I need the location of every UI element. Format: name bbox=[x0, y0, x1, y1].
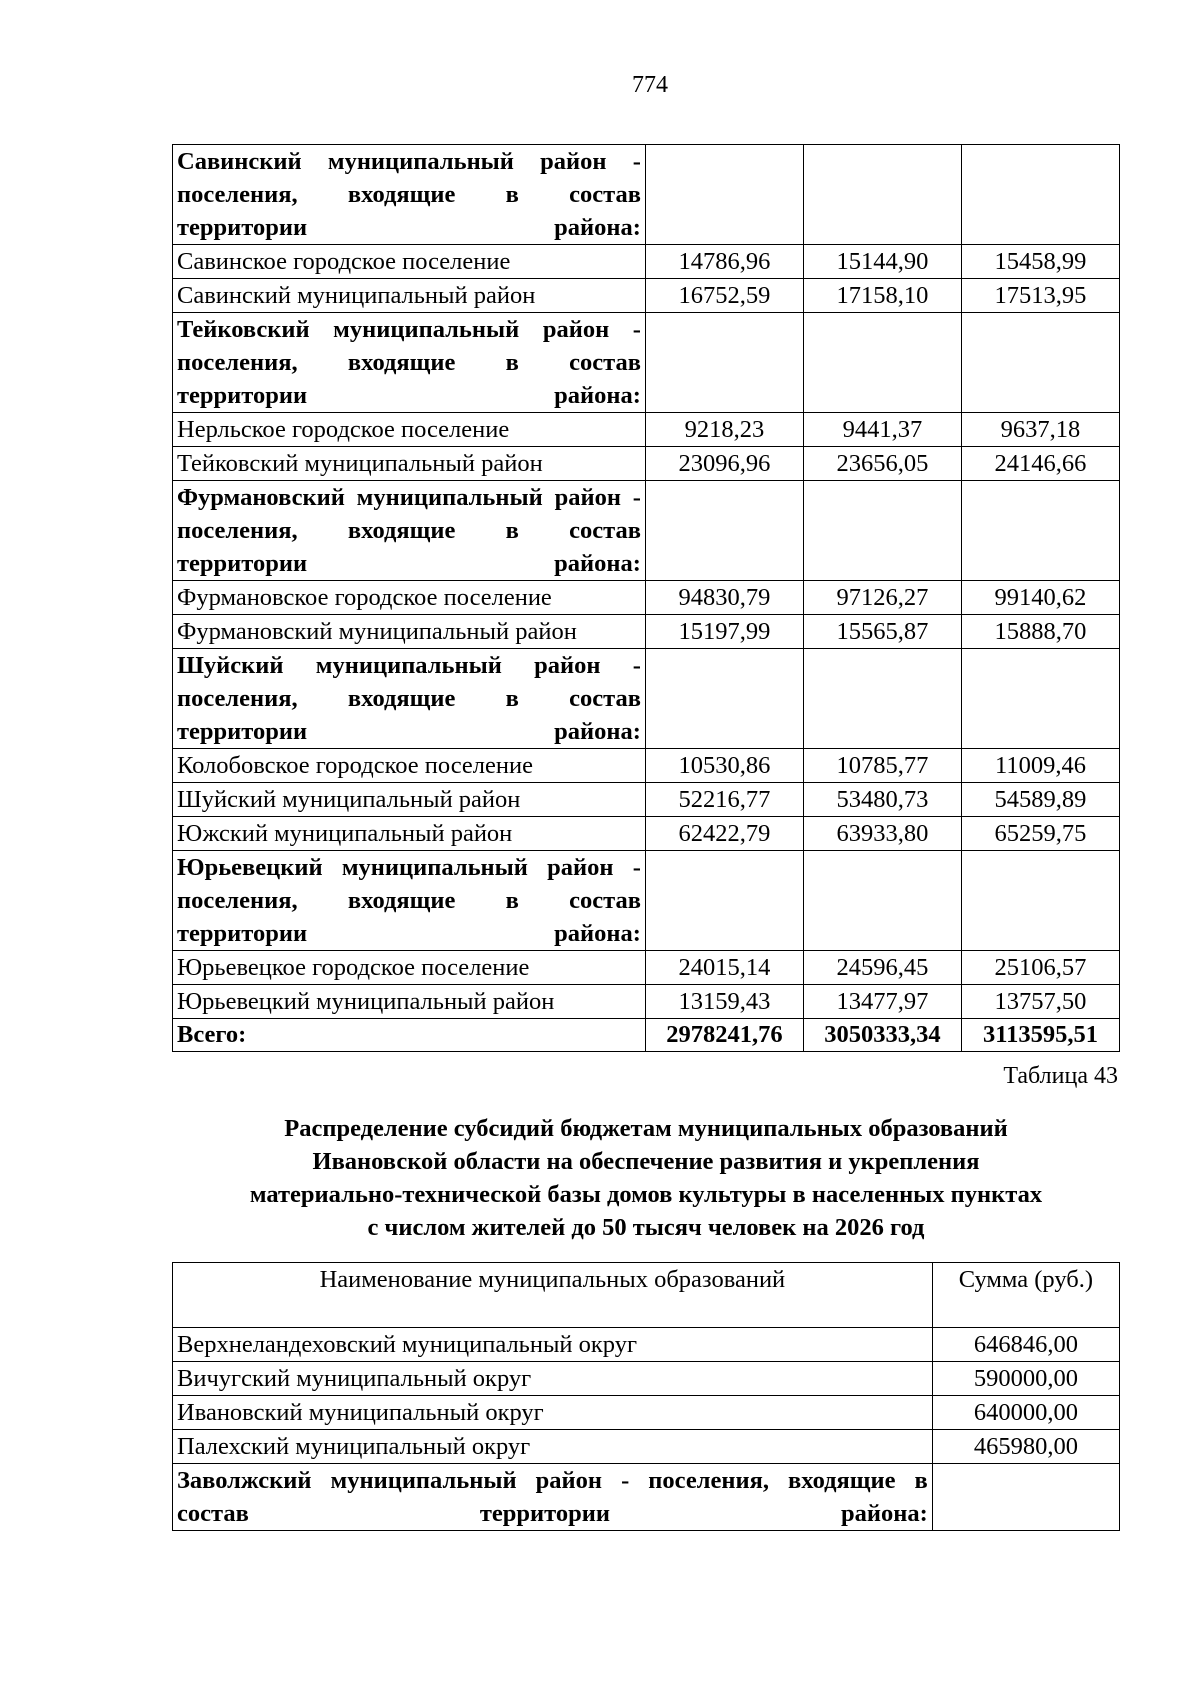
value-cell: 13477,97 bbox=[803, 985, 961, 1019]
subsidy-table-continued bbox=[172, 144, 1120, 1052]
sum-cell: 590000,00 bbox=[932, 1362, 1119, 1396]
value-cell: 15144,90 bbox=[803, 245, 961, 279]
table-row bbox=[173, 1430, 1120, 1464]
value-cell: 15565,87 bbox=[803, 615, 961, 649]
table-header-row bbox=[173, 1263, 1120, 1328]
empty-cell bbox=[645, 481, 803, 581]
value-cell: 25106,57 bbox=[961, 951, 1119, 985]
empty-cell bbox=[961, 145, 1119, 245]
value-cell: 9441,37 bbox=[803, 413, 961, 447]
table-row bbox=[173, 279, 1120, 313]
municipality-name: Ивановский муниципальный округ bbox=[173, 1396, 933, 1430]
value-cell: 24596,45 bbox=[803, 951, 961, 985]
value-cell: 94830,79 bbox=[645, 581, 803, 615]
district-header-row bbox=[173, 481, 1120, 581]
empty-cell bbox=[961, 481, 1119, 581]
empty-cell bbox=[803, 851, 961, 951]
value-cell: 10530,86 bbox=[645, 749, 803, 783]
value-cell: 65259,75 bbox=[961, 817, 1119, 851]
value-cell: 3113595,51 bbox=[961, 1019, 1119, 1052]
table-row bbox=[173, 413, 1120, 447]
column-header-name: Наименование муниципальных образований bbox=[173, 1263, 933, 1328]
table-row bbox=[173, 581, 1120, 615]
empty-cell bbox=[803, 313, 961, 413]
value-cell: 23656,05 bbox=[803, 447, 961, 481]
value-cell: 52216,77 bbox=[645, 783, 803, 817]
value-cell: 24146,66 bbox=[961, 447, 1119, 481]
value-cell: 14786,96 bbox=[645, 245, 803, 279]
value-cell: 2978241,76 bbox=[645, 1019, 803, 1052]
empty-cell bbox=[961, 313, 1119, 413]
value-cell: 62422,79 bbox=[645, 817, 803, 851]
value-cell: 9218,23 bbox=[645, 413, 803, 447]
value-cell: 24015,14 bbox=[645, 951, 803, 985]
municipality-name: Юрьевецкое городское поселение bbox=[173, 951, 646, 985]
district-header-row bbox=[173, 1464, 1120, 1531]
municipality-name: Фурмановское городское поселение bbox=[173, 581, 646, 615]
value-cell: 13757,50 bbox=[961, 985, 1119, 1019]
empty-cell bbox=[645, 145, 803, 245]
district-header-cell: Шуйский муниципальный район - поселения, входящие в состав территории района: bbox=[173, 649, 646, 749]
municipality-name: Савинский муниципальный район bbox=[173, 279, 646, 313]
value-cell: 17513,95 bbox=[961, 279, 1119, 313]
empty-cell bbox=[803, 481, 961, 581]
heading-line: Ивановской области на обеспечение развития и укрепления bbox=[312, 1148, 980, 1175]
heading-line: материально-технической базы домов культуры в населенных пунктах bbox=[249, 1181, 1043, 1208]
value-cell: 15197,99 bbox=[645, 615, 803, 649]
district-header-row bbox=[173, 145, 1120, 245]
empty-cell bbox=[645, 851, 803, 951]
table-row bbox=[173, 615, 1120, 649]
heading-line: Распределение субсидий бюджетам муниципальных образований bbox=[284, 1115, 1008, 1142]
empty-cell bbox=[803, 649, 961, 749]
municipality-name: Тейковский муниципальный район bbox=[173, 447, 646, 481]
value-cell: 63933,80 bbox=[803, 817, 961, 851]
value-cell: 23096,96 bbox=[645, 447, 803, 481]
municipality-name: Савинское городское поселение bbox=[173, 245, 646, 279]
table-row bbox=[173, 447, 1120, 481]
value-cell: 16752,59 bbox=[645, 279, 803, 313]
total-label: Всего: bbox=[173, 1019, 646, 1052]
value-cell: 3050333,34 bbox=[803, 1019, 961, 1052]
municipality-name: Колобовское городское поселение bbox=[173, 749, 646, 783]
district-header-cell: Фурмановский муниципальный район - поселения, входящие в состав территории района: bbox=[173, 481, 646, 581]
table-row bbox=[173, 1396, 1120, 1430]
page-number: 774 bbox=[632, 72, 668, 98]
sum-cell: 640000,00 bbox=[932, 1396, 1119, 1430]
district-header-cell: Заволжский муниципальный район - поселения, входящие в состав территории района: bbox=[173, 1464, 933, 1531]
value-cell: 9637,18 bbox=[961, 413, 1119, 447]
value-cell: 99140,62 bbox=[961, 581, 1119, 615]
district-header-row bbox=[173, 313, 1120, 413]
district-header-row bbox=[173, 851, 1120, 951]
district-header-cell: Савинский муниципальный район - поселения, входящие в состав территории района: bbox=[173, 145, 646, 245]
empty-cell bbox=[932, 1464, 1119, 1531]
municipality-name: Фурмановский муниципальный район bbox=[173, 615, 646, 649]
municipality-name: Нерльское городское поселение bbox=[173, 413, 646, 447]
municipality-name: Палехский муниципальный округ bbox=[173, 1430, 933, 1464]
empty-cell bbox=[645, 313, 803, 413]
empty-cell bbox=[961, 851, 1119, 951]
sum-cell: 465980,00 bbox=[932, 1430, 1119, 1464]
table-row bbox=[173, 783, 1120, 817]
empty-cell bbox=[645, 649, 803, 749]
heading-line: с числом жителей до 50 тысяч человек на 2026 год bbox=[367, 1214, 925, 1241]
value-cell: 13159,43 bbox=[645, 985, 803, 1019]
district-header-cell: Юрьевецкий муниципальный район - поселения, входящие в состав территории района: bbox=[173, 851, 646, 951]
table-label: Таблица 43 bbox=[1003, 1063, 1118, 1089]
column-header-sum: Сумма (руб.) bbox=[932, 1263, 1119, 1328]
municipality-name: Шуйский муниципальный район bbox=[173, 783, 646, 817]
empty-cell bbox=[803, 145, 961, 245]
table-row bbox=[173, 985, 1120, 1019]
municipality-name: Вичугский муниципальный округ bbox=[173, 1362, 933, 1396]
value-cell: 53480,73 bbox=[803, 783, 961, 817]
value-cell: 97126,27 bbox=[803, 581, 961, 615]
district-header-cell: Тейковский муниципальный район - поселения, входящие в состав территории района: bbox=[173, 313, 646, 413]
subsidy-table-43 bbox=[172, 1262, 1120, 1531]
table-row bbox=[173, 817, 1120, 851]
value-cell: 54589,89 bbox=[961, 783, 1119, 817]
municipality-name: Верхнеландеховский муниципальный округ bbox=[173, 1328, 933, 1362]
value-cell: 11009,46 bbox=[961, 749, 1119, 783]
value-cell: 15888,70 bbox=[961, 615, 1119, 649]
district-header-row bbox=[173, 649, 1120, 749]
table-row bbox=[173, 245, 1120, 279]
value-cell: 17158,10 bbox=[803, 279, 961, 313]
total-row bbox=[173, 1019, 1120, 1052]
value-cell: 10785,77 bbox=[803, 749, 961, 783]
municipality-name: Южский муниципальный район bbox=[173, 817, 646, 851]
table-row bbox=[173, 749, 1120, 783]
table-row bbox=[173, 1328, 1120, 1362]
table-row bbox=[173, 1362, 1120, 1396]
value-cell: 15458,99 bbox=[961, 245, 1119, 279]
table-row bbox=[173, 951, 1120, 985]
table-43-heading bbox=[172, 1112, 1120, 1244]
empty-cell bbox=[961, 649, 1119, 749]
municipality-name: Юрьевецкий муниципальный район bbox=[173, 985, 646, 1019]
sum-cell: 646846,00 bbox=[932, 1328, 1119, 1362]
